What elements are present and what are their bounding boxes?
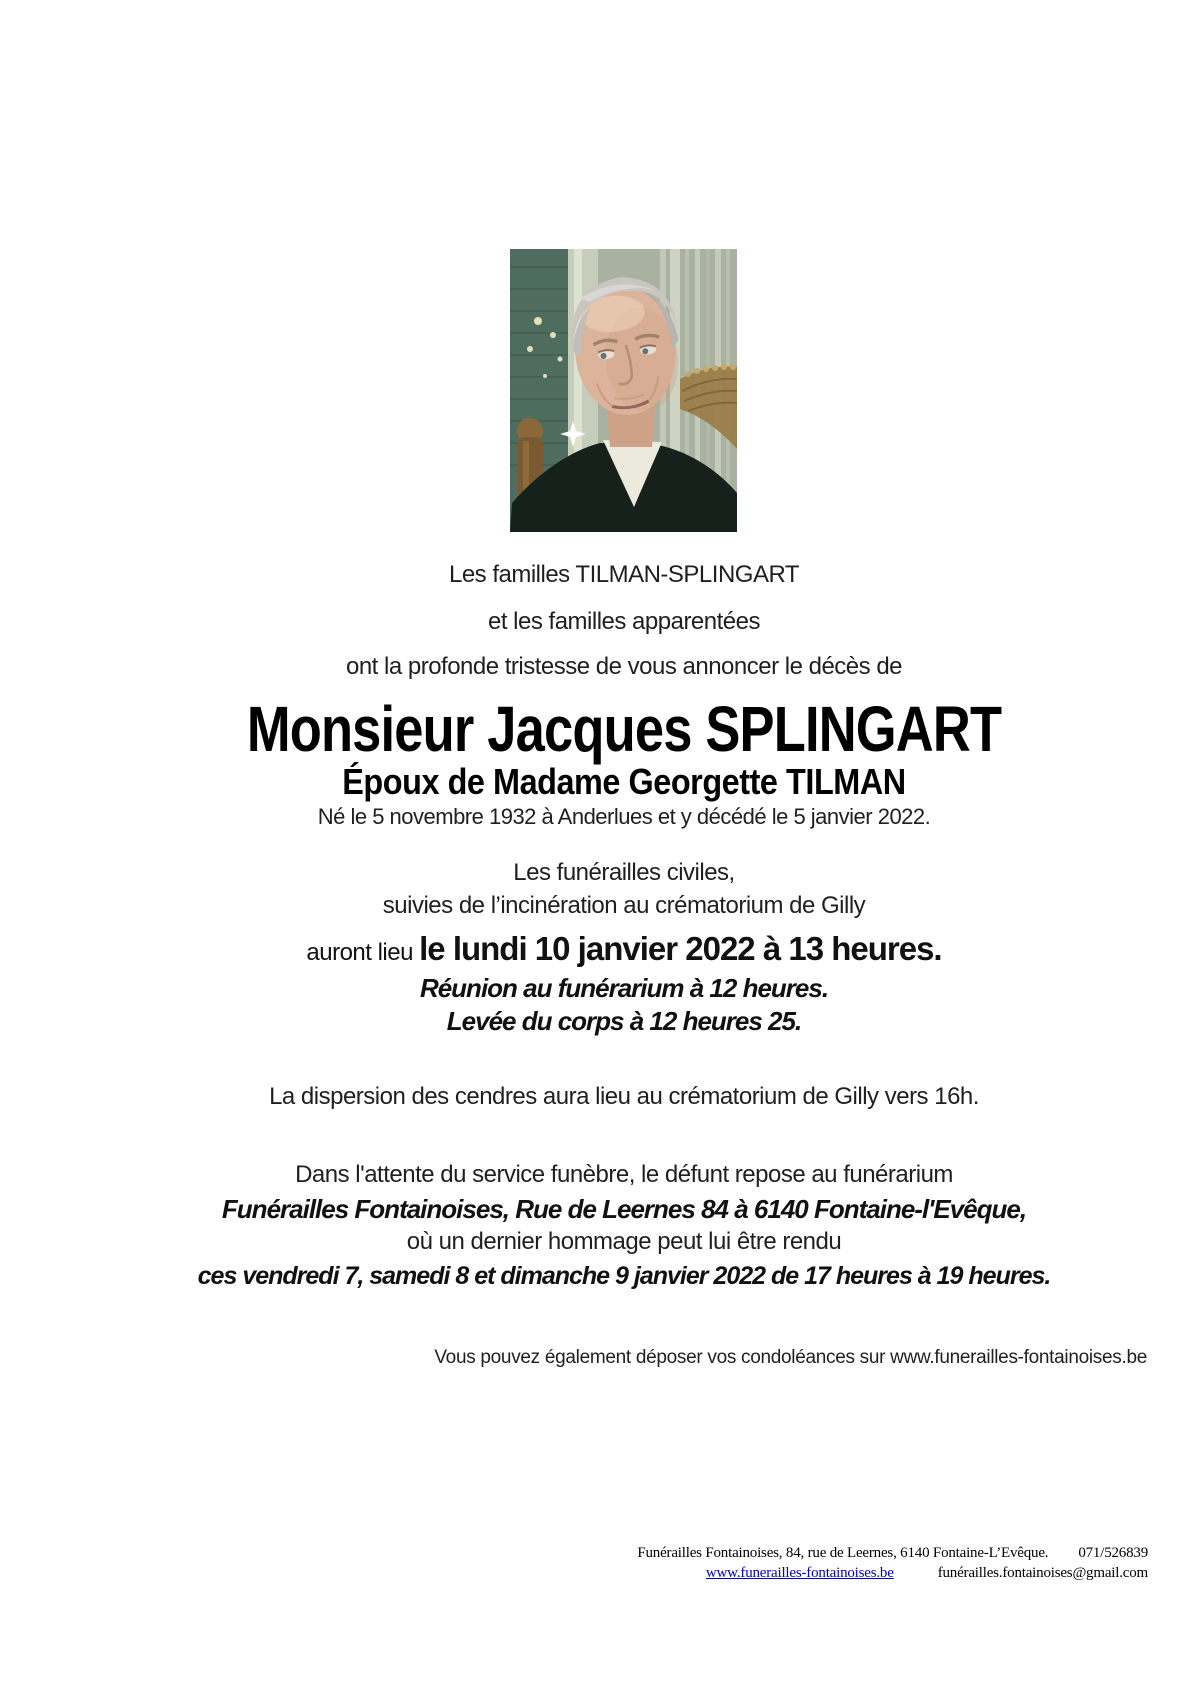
ceremony-type-line: Les funérailles civiles, bbox=[513, 859, 735, 886]
deceased-spouse-subtitle: Époux de Madame Georgette TILMAN bbox=[342, 761, 906, 802]
ceremony-departure-line: Levée du corps à 12 heures 25. bbox=[446, 1006, 802, 1036]
ceremony-date-line bbox=[54, 928, 1194, 974]
online-condolences-line: Vous pouvez également déposer vos condoléances sur www.funerailles-fontainoises.be bbox=[434, 1347, 1147, 1368]
footer-phone: 071/526839 bbox=[1078, 1545, 1148, 1561]
funeral-home-address-line: Funérailles Fontainoises, Rue de Leernes 84 à 6140 Fontaine-l'Evêque, bbox=[221, 1194, 1027, 1224]
deceased-portrait-photo bbox=[510, 249, 737, 532]
ceremony-date-prefix: auront lieu bbox=[306, 939, 420, 966]
footer-address-line bbox=[637, 1543, 1148, 1563]
intro-announcement-line: ont la profonde tristesse de vous annoncer le décès de bbox=[345, 653, 903, 680]
birth-death-line: Né le 5 novembre 1932 à Anderlues et y décédé le 5 janvier 2022. bbox=[317, 804, 931, 829]
last-tribute-line: où un dernier hommage peut lui être rendu bbox=[406, 1228, 842, 1255]
repose-intro-line: Dans l'attente du service funèbre, le défunt repose au funérarium bbox=[295, 1161, 953, 1188]
deceased-name-title: Monsieur Jacques SPLINGART bbox=[246, 693, 1002, 765]
footer-email: funérailles.fontainoises@gmail.com bbox=[937, 1565, 1148, 1581]
ceremony-cremation-line: suivies de l’incinération au crématorium de Gilly bbox=[382, 892, 866, 919]
ashes-dispersion-line: La dispersion des cendres aura lieu au crématorium de Gilly vers 16h. bbox=[269, 1083, 979, 1110]
footer-address: Funérailles Fontainoises, 84, rue de Leernes, 6140 Fontaine-L’Evêque. bbox=[637, 1545, 1049, 1561]
portrait-illustration bbox=[510, 249, 737, 532]
footer-contact-block bbox=[637, 1543, 1148, 1583]
footer-website-link[interactable]: www.funerailles-fontainoises.be bbox=[705, 1565, 894, 1581]
ceremony-date-main: le lundi 10 janvier 2022 à 13 heures. bbox=[419, 930, 942, 967]
intro-related-families-line: et les familles apparentées bbox=[488, 608, 760, 635]
footer-web-line bbox=[637, 1563, 1148, 1583]
visiting-hours-line: ces vendredi 7, samedi 8 et dimanche 9 janvier 2022 de 17 heures à 19 heures. bbox=[197, 1262, 1051, 1290]
intro-families-line: Les familles TILMAN-SPLINGART bbox=[448, 561, 800, 588]
ceremony-meeting-line: Réunion au funérarium à 12 heures. bbox=[419, 973, 829, 1003]
